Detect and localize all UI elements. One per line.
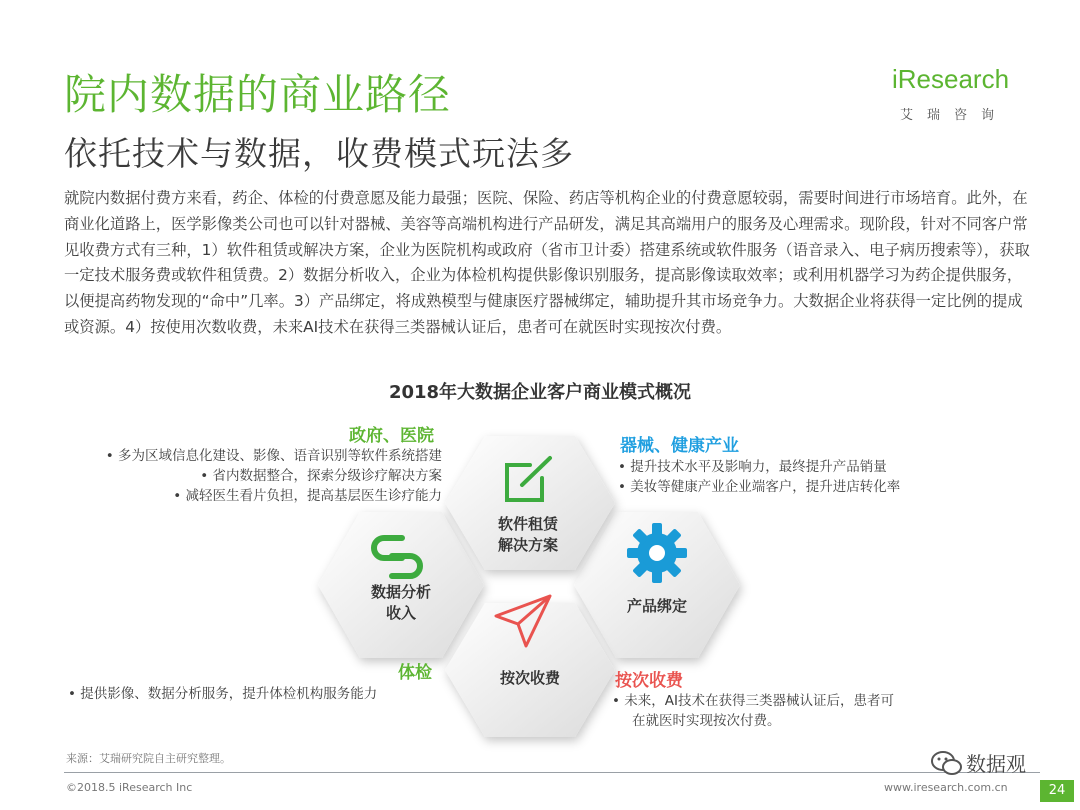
body-paragraph: 就院内数据付费方来看，药企、体检的付费意愿及能力最强；医院、保险、药店等机构企业的付费意愿较弱，需要时间进行市场培育。此外，在商业化道路上，医学影像类公司也可以针对器械、美容等高端机构进行产品研发，满足其高端用户的服务及心理需求。现阶段，针对不同客户常见收费方式有三种，1）软件租赁或解决方案，企业为医院机构或政府（省市卫计委）搭建系统或软件服务（语音录入、电子病历搜索等），获取一定技术服务费或软件租赁费。2）数据分析收入，企业为体检机构提供影像识别服务，提高影像读取效率；或利用机器学习为药企提供服务，以便提高药物发现的“命中”几率。3）产品绑定，将成熟模型与健康医疗器械绑定，辅助提升其市场竞争力。大数据企业将获得一定比例的提成或资源。4）按使用次数收费，未来AI技术在获得三类器械认证后，患者可在就医时实现按次付费。 [64,189,1030,336]
section-title-gov: 政府、医院 [349,426,434,446]
list-item: • 多为区域信息化建设、影像、语音识别等软件系统搭建 [105,448,442,464]
list-item: • 省内数据整合，探索分级诊疗解决方案 [200,468,442,484]
section-bullets-checkup [68,684,377,704]
footer-divider [64,772,1040,773]
section-bullets-device [618,457,900,497]
list-item: 在就医时实现按次付费。 [632,713,781,729]
diagram-title: 2018年大数据企业客户商业模式概况 [388,382,692,403]
logo-subtext: 艾瑞咨询 [900,108,1009,123]
page-title: 院内数据的商业路径 [64,70,452,119]
copyright: ©2018.5 iResearch Inc [66,781,193,794]
hex-label-pay: 按次收费 [499,669,560,687]
list-item: • 提升技术水平及影响力，最终提升产品销量 [618,459,887,475]
list-item: • 美妆等健康产业企业端客户，提升进店转化率 [618,479,901,495]
wechat-icon [930,748,964,780]
page-number: 24 [1040,780,1074,802]
source-note: 来源：艾瑞研究院自主研究整理。 [66,752,231,765]
list-item: • 提供影像、数据分析服务，提升体检机构服务能力 [68,686,378,702]
footer-url: www.iresearch.com.cn [884,781,1008,794]
logo-wordmark: iResearch [892,64,1010,94]
section-bullets-perpay [612,691,894,731]
page-subtitle: 依托技术与数据，收费模式玩法多 [64,134,574,173]
watermark-text: 数据观 [966,752,1026,776]
list-item: • 减轻医生看片负担，提高基层医生诊疗能力 [173,488,442,504]
list-item: • 未来，AI技术在获得三类器械认证后，患者可 [612,693,894,709]
hex-label-software: 软件租赁 解决方案 [497,515,558,554]
section-title-perpay: 按次收费 [615,671,683,691]
gear-icon [627,523,687,583]
section-title-checkup: 体检 [398,663,432,683]
section-title-device: 器械、健康产业 [620,436,739,456]
watermark [930,746,1050,780]
hex-label-product: 产品绑定 [626,597,687,615]
section-bullets-gov [40,446,442,506]
hex-label-data: 数据分析 收入 [370,583,431,622]
